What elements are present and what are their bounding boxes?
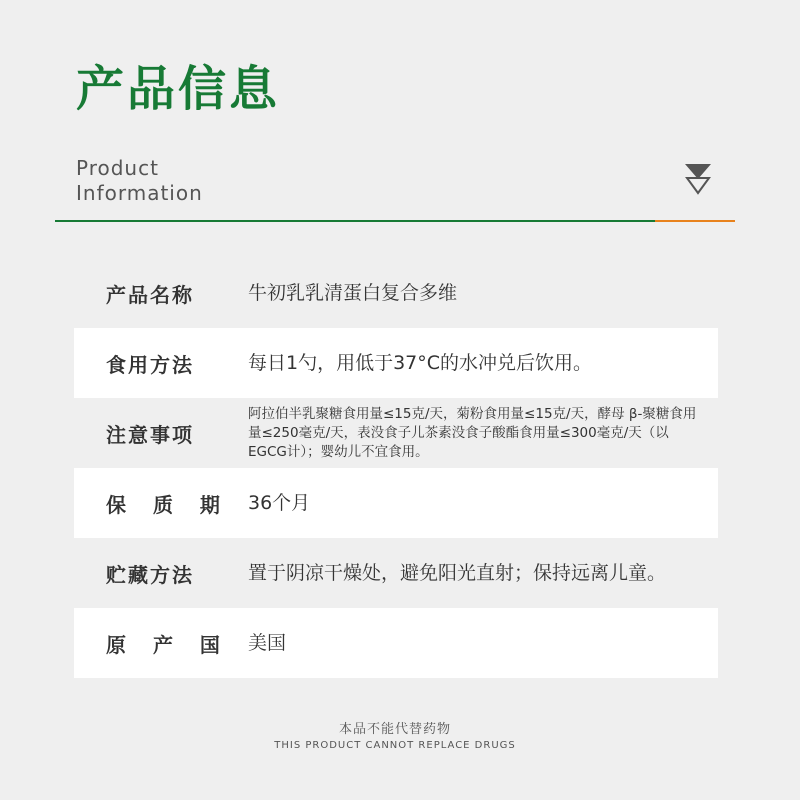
footer-notice-cn: 本品不能代替药物 <box>338 722 451 737</box>
row-value: 美国 <box>248 632 287 654</box>
divider-orange <box>655 220 735 222</box>
product-info-table <box>74 258 718 678</box>
row-value: 置于阴凉干燥处，避免阳光直射；保持远离儿童。 <box>248 562 667 584</box>
row-value: 牛初乳乳清蛋白复合多维 <box>248 282 458 304</box>
row-value: 36个月 <box>248 492 311 514</box>
page-subtitle <box>76 156 203 206</box>
footer-notice-en: THIS PRODUCT CANNOT REPLACE DRUGS <box>274 740 516 751</box>
row-shelf-life <box>74 468 718 538</box>
row-label: 贮藏方法 <box>106 562 194 587</box>
row-label: 注意事项 <box>106 422 194 447</box>
subtitle-line-1: Product <box>76 156 159 180</box>
row-value: 每日1勺，用低于37°C的水冲兑后饮用。 <box>248 352 593 374</box>
row-value: 阿拉伯半乳聚糖食用量≤15克/天，菊粉食用量≤15克/天，酵母 β-聚糖食用量≤250毫克/天，表没食子儿茶素没食子酸酯食用量≤300毫克/天（以EGCG计）；婴幼儿不宜食用。 <box>248 405 697 460</box>
divider-green <box>55 220 655 222</box>
row-label: 保 质 期 <box>106 492 230 517</box>
double-triangle-down-icon <box>683 162 713 196</box>
row-usage <box>74 328 718 398</box>
subtitle-line-2: Information <box>76 181 203 205</box>
row-storage <box>74 538 718 608</box>
row-cautions <box>74 398 718 468</box>
row-label: 食用方法 <box>106 352 194 377</box>
page-title: 产品信息 <box>76 61 281 117</box>
row-label: 原 产 国 <box>106 632 230 657</box>
row-product-name <box>74 258 718 328</box>
row-label: 产品名称 <box>106 282 194 307</box>
row-origin <box>74 608 718 678</box>
